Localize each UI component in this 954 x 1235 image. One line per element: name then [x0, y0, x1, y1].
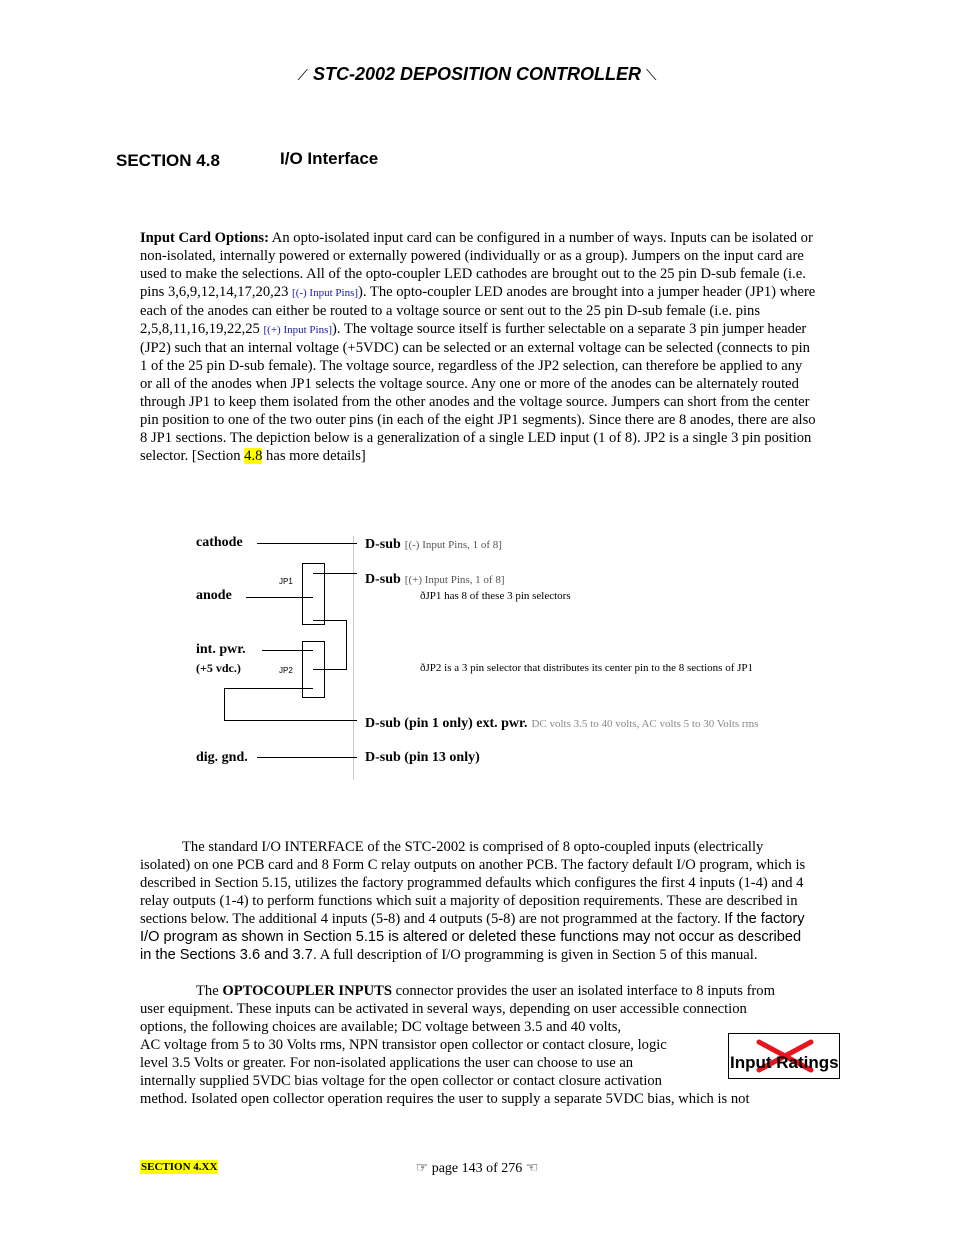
paragraph-line: internally supplied 5VDC bias voltage for the open collector or contact closure activation	[140, 1073, 662, 1089]
paragraph-line: method. Isolated open collector operation requires the user to supply a separate 5VDC bias, which is not	[140, 1091, 750, 1107]
jp1-note: ðJP1 has 8 of these 3 pin selectors	[420, 590, 571, 602]
jp2-label: JP2	[279, 666, 293, 675]
dsub-ext-pwr-row	[365, 714, 758, 732]
dsub-plus-note: [(+) Input Pins, 1 of 8]	[404, 574, 505, 586]
jp1-to-dsub-wire	[313, 573, 357, 574]
paragraph-text: connector provides the user an isolated interface to 8 inputs from user equipment. These inputs can be activated in several ways, depending on user accessible connection options, the following choices are available; DC voltage between 3.5 and 40 volts,	[140, 983, 775, 1035]
ext-pwr-wire-vertical	[224, 688, 225, 720]
dsub-plus-label: D-sub	[365, 572, 401, 587]
cathode-label: cathode	[196, 535, 243, 550]
dsub-minus-row	[365, 535, 502, 553]
anode-label: anode	[196, 588, 232, 603]
dsub-plus-row	[365, 570, 505, 588]
jp1-bottom-wire	[313, 620, 347, 621]
warning-text: If the factory I/O program as shown in Section 5.15 is altered or deleted these functions may not occur as described in the Sections 3.6 and 3.7.	[140, 911, 805, 963]
dsub-ext-pwr-note: DC volts 3.5 to 40 volts, AC volts 5 to 30 Volts rms	[531, 718, 759, 730]
page-number: page 143 of 276	[431, 1161, 523, 1176]
jp1-header-box	[302, 563, 325, 625]
hand-right-icon[interactable]: ☞	[415, 1161, 429, 1176]
paragraph-text: A full description of I/O programming is given in Section 5 of this manual.	[316, 947, 758, 963]
optocoupler-paragraph	[140, 982, 780, 1108]
paragraph-label: Input Card Options:	[140, 230, 269, 246]
loop-vertical-wire	[346, 620, 347, 670]
paragraph-text: The	[196, 983, 223, 999]
cathode-wire	[257, 543, 357, 544]
header-title: STC-2002 DEPOSITION CONTROLLER	[312, 64, 642, 84]
minus-input-pins-link[interactable]: [(-) Input Pins]	[292, 287, 359, 299]
ext-pwr-wire-top	[224, 688, 313, 689]
page-header	[0, 64, 954, 85]
paragraph-text: The standard I/O INTERFACE of the STC-2002 is comprised of 8 opto-coupled inputs (electrically isolated) on one PCB card and 8 Form C relay outputs on another PCB. The factory default I/O program, which is described in Section 5.15, utilizes the factory programmed defaults which configures the first 4 inputs (1-4) and 4 relay outputs (1-4) to perform functions which suit a majority of deposition requirements. These are described in sections below. The additional 4 inputs (5-8) and 4 outputs (5-8) are not programmed at the factory.	[140, 839, 806, 927]
input-card-options-paragraph	[140, 229, 816, 465]
hand-left-icon[interactable]: ☜	[525, 1161, 539, 1176]
section-ref-link[interactable]: 4.8	[244, 448, 263, 464]
paragraph-line: AC voltage from 5 to 30 Volts rms, NPN transistor open collector or contact closure, logic	[140, 1037, 667, 1053]
paragraph-text: has more details]	[262, 448, 366, 464]
jp2-center-wire	[313, 669, 347, 670]
anode-wire	[246, 597, 313, 598]
diagram-divider	[353, 536, 354, 780]
dsub-minus-note: [(-) Input Pins, 1 of 8]	[404, 539, 502, 551]
input-ratings-link[interactable]: Input Ratings	[730, 1053, 839, 1072]
section-number: SECTION 4.8	[116, 151, 220, 170]
section-badge: SECTION 4.XX	[141, 1161, 218, 1173]
header-left-glyph: ⟋	[297, 67, 308, 84]
section-title: I/O Interface	[280, 149, 379, 168]
dsub-minus-label: D-sub	[365, 537, 401, 552]
jp1-label: JP1	[279, 577, 293, 586]
ext-pwr-wire-bottom	[224, 720, 357, 721]
int-pwr-label: int. pwr.	[196, 642, 246, 657]
jp2-header-box	[302, 641, 325, 698]
paragraph-text: ). The voltage source itself is further selectable on a separate 3 pin jumper header (JP2) such that an internal voltage (+5VDC) can be selected or an external voltage can be selected (connects to pin 1 of the 25 pin D-sub female). The voltage source, regardless of the JP2 selection, can therefore be applied to any or all of the anodes when JP1 selects the voltage source. Any one or more of the anodes can be alternately routed through JP1 to keep them isolated from the other anodes and the voltage source. Jumpers can short from the center pin position to one of the two outer pins (in each of the eight JP1 segments). Since there are 8 anodes, there are also 8 JP1 sections. The depiction below is a generalization of a single LED input (1 of 8). JP2 is a single 3 pin position selector. [Section	[140, 321, 816, 464]
paragraph-line: level 3.5 Volts or greater. For non-isolated applications the user can choose to use an	[140, 1055, 634, 1071]
page-footer	[0, 1160, 954, 1177]
dig-gnd-wire	[257, 757, 357, 758]
dig-gnd-label: dig. gnd.	[196, 750, 248, 765]
plus-input-pins-link[interactable]: [(+) Input Pins]	[263, 324, 333, 336]
int-pwr-voltage-label: (+5 vdc.)	[196, 661, 241, 675]
jp2-note: ðJP2 is a 3 pin selector that distributes its center pin to the 8 sections of JP1	[420, 662, 754, 674]
paragraph-text: ). The opto-coupler LED anodes are brought into a jumper header (JP1) where each of the anodes can either be routed to a voltage source or sent out to the 25 pin D-sub female (i.e. pins 2,5,8,11,16,19,22,25	[140, 284, 816, 337]
dsub-gnd-label: D-sub (pin 13 only)	[365, 750, 480, 765]
header-right-glyph: ⟍	[646, 67, 657, 84]
dsub-ext-pwr-label: D-sub (pin 1 only) ext. pwr.	[365, 716, 528, 731]
io-interface-paragraph	[140, 838, 816, 964]
int-pwr-wire	[262, 650, 313, 651]
paragraph-text: An opto-isolated input card can be configured in a number of ways. Inputs can be isolated or non-isolated, internally powered or externally powered (individually or as a group). Jumpers on the input card are used to make the selections. All of the opto-coupler LED cathodes are brought out to the 25 pin D-sub female (i.e. pins 3,6,9,12,14,17,20,23	[140, 230, 813, 300]
optocoupler-inputs-term: OPTOCOUPLER INPUTS	[222, 983, 392, 999]
